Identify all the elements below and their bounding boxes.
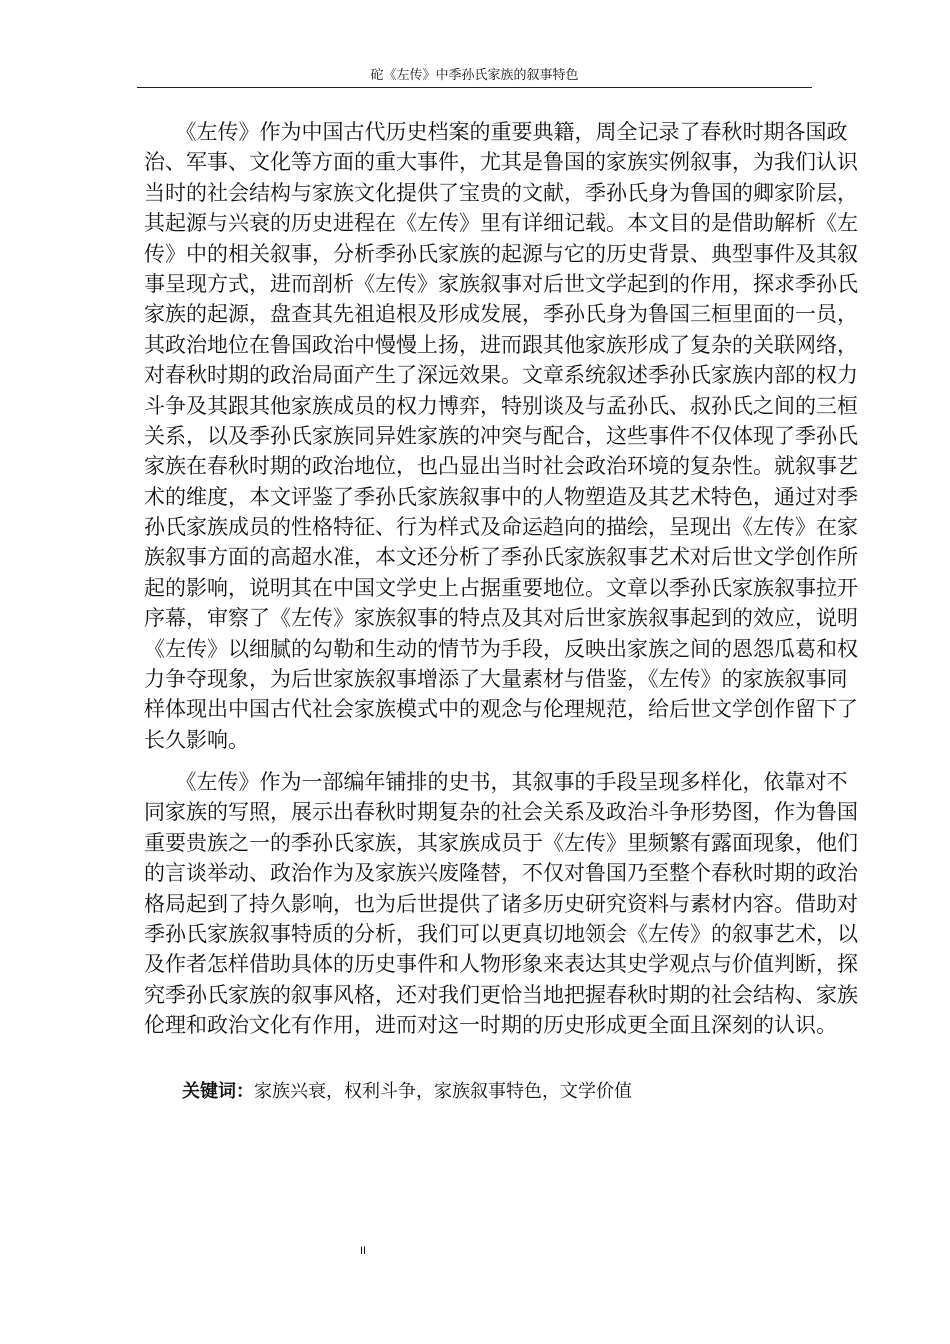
text-line: 样体现出中国古代社会家族模式中的观念与伦理规范，给后世文学创作留下了 (144, 697, 858, 722)
text-line: 事呈现方式，进而剖析《左传》家族叙事对后世文学起到的作用，探求季孙氏 (144, 271, 858, 296)
text-line: 族叙事方面的高超水准，本文还分析了季孙氏家族叙事艺术对后世文学创作所 (144, 545, 858, 570)
text-line: 同家族的写照，展示出春秋时期复杂的社会关系及政治斗争形势图，作为鲁国 (144, 800, 858, 825)
text-line: 《左传》作为中国古代历史档案的重要典籍，周全记录了春秋时期各国政 (144, 120, 848, 144)
text-line: 其起源与兴衰的历史进程在《左传》里有详细记载。本文目的是借助解析《左 (144, 211, 858, 236)
text-line: 孙氏家族成员的性格特征、行为样式及命运趋向的描绘，呈现出《左传》在家 (144, 515, 858, 540)
text-line: 斗争及其跟其他家族成员的权力博弈，特别谈及与孟孙氏、叔孙氏之间的三桓 (144, 393, 858, 418)
text-line: 术的维度，本文评鉴了季孙氏家族叙事中的人物塑造及其艺术特色，通过对季 (144, 484, 858, 509)
text-line: 《左传》作为一部编年铺排的史书，其叙事的手段呈现多样化，依靠对不 (144, 770, 848, 794)
text-line: 长久影响。 (144, 727, 249, 752)
text-line: 格局起到了持久影响，也为后世提供了诸多历史研究资料与素材内容。借助对 (144, 891, 858, 916)
text-line: 力争夺现象，为后世家族叙事增添了大量素材与借鉴，《左传》的家族叙事同 (144, 667, 848, 692)
keywords-label: 关键词： (182, 1081, 254, 1102)
text-line: 究季孙氏家族的叙事风格，还对我们更恰当地把握春秋时期的社会结构、家族 (144, 982, 858, 1007)
text-line: 及作者怎样借助具体的历史事件和人物形象来表达其史学观点与价值判断，探 (144, 952, 858, 977)
text-line: 《左传》以细腻的勾勒和生动的情节为手段，反映出家族之间的恩怨瓜葛和权 (144, 636, 858, 661)
text-line: 关系，以及季孙氏家族同异姓家族的冲突与配合，这些事件不仅体现了季孙氏 (144, 423, 858, 448)
text-line: 对春秋时期的政治局面产生了深远效果。文章系统叙述季孙氏家族内部的权力 (144, 363, 858, 388)
text-line: 起的影响，说明其在中国文学史上占据重要地位。文章以季孙氏家族叙事拉开 (144, 575, 858, 600)
page-number: II (360, 1245, 367, 1257)
text-line: 当时的社会结构与家族文化提供了宝贵的文献，季孙氏身为鲁国的卿家阶层， (144, 180, 858, 205)
text-line: 的言谈举动、政治作为及家族兴废隆替，不仅对鲁国乃至整个春秋时期的政治 (144, 861, 858, 886)
keywords-value: 家族兴衰，权利斗争，家族叙事特色，文学价值 (254, 1081, 632, 1102)
text-line: 季孙氏家族叙事特质的分析，我们可以更真切地领会《左传》的叙事艺术，以 (144, 921, 858, 946)
text-line: 其政治地位在鲁国政治中慢慢上扬，进而跟其他家族形成了复杂的关联网络， (144, 332, 858, 357)
keywords (182, 1078, 632, 1106)
text-line: 家族在春秋时期的政治地位，也凸显出当时社会政治环境的复杂性。就叙事艺 (144, 454, 858, 479)
text-line: 序幕，审察了《左传》家族叙事的特点及其对后世家族叙事起到的效应，说明 (144, 606, 858, 631)
abstract-paragraph-1 (144, 117, 858, 755)
text-line: 伦理和政治文化有作用，进而对这一时期的历史形成更全面且深刻的认识。 (144, 1013, 837, 1038)
text-line: 家族的起源，盘查其先祖追根及形成发展，季孙氏身为鲁国三桓里面的一员， (144, 302, 858, 327)
header-divider (137, 87, 812, 88)
text-line: 传》中的相关叙事，分析季孙氏家族的起源与它的历史背景、典型事件及其叙 (144, 241, 858, 266)
text-line: 治、军事、文化等方面的重大事件，尤其是鲁国的家族实例叙事，为我们认识 (144, 150, 858, 175)
running-header: 砣《左传》中季孙氏家族的叙事特色 (370, 68, 579, 83)
text-line: 重要贵族之一的季孙氏家族，其家族成员于《左传》里频繁有露面现象，他们 (144, 830, 858, 855)
abstract-paragraph-2 (144, 767, 858, 1041)
